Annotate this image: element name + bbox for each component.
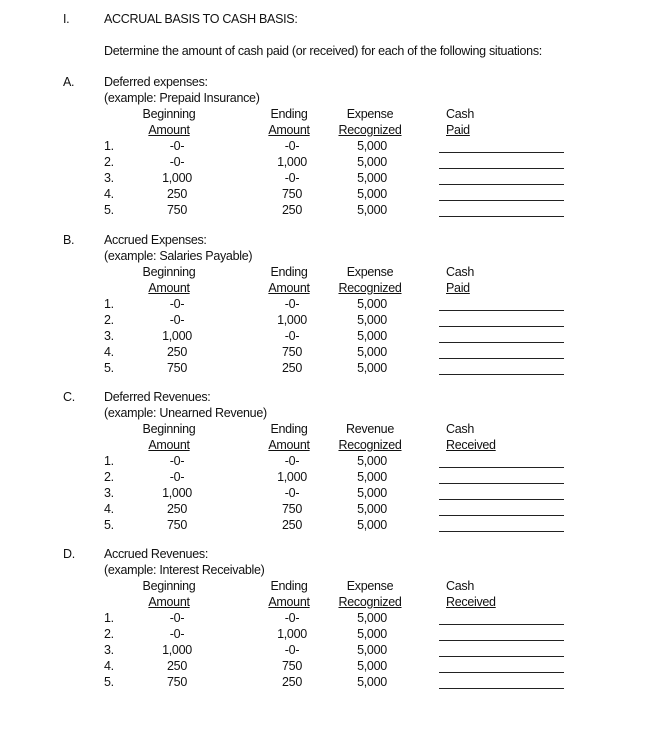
ending-amount: 750 (282, 502, 302, 516)
ending-amount: 1,000 (277, 470, 307, 484)
row-number: 5. (104, 361, 114, 375)
ending-amount: -0- (284, 454, 300, 468)
answer-blank[interactable] (439, 184, 564, 185)
col-header-recognized: Recognized (338, 281, 402, 295)
ending-amount: -0- (284, 611, 300, 625)
row-number: 3. (104, 643, 114, 657)
row-number: 2. (104, 627, 114, 641)
row-number: 1. (104, 139, 114, 153)
answer-blank[interactable] (439, 168, 564, 169)
beginning-amount: 250 (167, 659, 187, 673)
ending-amount: -0- (284, 329, 300, 343)
col-header-cash: Cash (446, 265, 474, 279)
ending-amount: 250 (282, 518, 302, 532)
recognized-amount: 5,000 (357, 329, 387, 343)
recognized-amount: 5,000 (357, 139, 387, 153)
ending-amount: -0- (284, 643, 300, 657)
col-header-cash-type: Received (446, 595, 496, 609)
col-header-amount: Amount (148, 123, 190, 137)
col-header-recognized: Recognized (338, 123, 402, 137)
recognized-amount: 5,000 (357, 203, 387, 217)
ending-amount: -0- (284, 139, 300, 153)
answer-blank[interactable] (439, 624, 564, 625)
section-title: Accrued Expenses: (104, 233, 207, 247)
recognized-amount: 5,000 (357, 470, 387, 484)
beginning-amount: -0- (169, 611, 185, 625)
recognized-amount: 5,000 (357, 297, 387, 311)
col-header-type: Expense (346, 265, 394, 279)
beginning-amount: -0- (169, 313, 185, 327)
row-number: 3. (104, 171, 114, 185)
col-header-cash-type: Received (446, 438, 496, 452)
beginning-amount: -0- (169, 155, 185, 169)
section-title: Deferred Revenues: (104, 390, 211, 404)
recognized-amount: 5,000 (357, 345, 387, 359)
beginning-amount: 1,000 (162, 643, 192, 657)
page-title: ACCRUAL BASIS TO CASH BASIS: (104, 12, 298, 26)
answer-blank[interactable] (439, 310, 564, 311)
recognized-amount: 5,000 (357, 361, 387, 375)
ending-amount: -0- (284, 486, 300, 500)
beginning-amount: 750 (167, 203, 187, 217)
col-header-amount: Amount (148, 595, 190, 609)
instructions: Determine the amount of cash paid (or received) for each of the following situations: (104, 44, 542, 58)
recognized-amount: 5,000 (357, 611, 387, 625)
answer-blank[interactable] (439, 656, 564, 657)
beginning-amount: -0- (169, 627, 185, 641)
beginning-amount: 750 (167, 675, 187, 689)
answer-blank[interactable] (439, 640, 564, 641)
ending-amount: 250 (282, 361, 302, 375)
beginning-amount: 1,000 (162, 329, 192, 343)
row-number: 5. (104, 675, 114, 689)
recognized-amount: 5,000 (357, 659, 387, 673)
recognized-amount: 5,000 (357, 675, 387, 689)
ending-amount: 750 (282, 659, 302, 673)
answer-blank[interactable] (439, 358, 564, 359)
col-header-amount: Amount (148, 438, 190, 452)
beginning-amount: -0- (169, 139, 185, 153)
col-header-recognized: Recognized (338, 595, 402, 609)
answer-blank[interactable] (439, 374, 564, 375)
col-header-amount: Amount (268, 595, 310, 609)
beginning-amount: 1,000 (162, 486, 192, 500)
ending-amount: 1,000 (277, 155, 307, 169)
answer-blank[interactable] (439, 499, 564, 500)
col-header-type: Expense (346, 579, 394, 593)
col-header-cash: Cash (446, 107, 474, 121)
answer-blank[interactable] (439, 200, 564, 201)
recognized-amount: 5,000 (357, 454, 387, 468)
beginning-amount: 1,000 (162, 171, 192, 185)
ending-amount: -0- (284, 297, 300, 311)
answer-blank[interactable] (439, 672, 564, 673)
beginning-amount: 250 (167, 187, 187, 201)
col-header-type: Expense (346, 107, 394, 121)
beginning-amount: 250 (167, 345, 187, 359)
col-header-amount: Amount (268, 438, 310, 452)
answer-blank[interactable] (439, 467, 564, 468)
recognized-amount: 5,000 (357, 313, 387, 327)
recognized-amount: 5,000 (357, 518, 387, 532)
ending-amount: 1,000 (277, 313, 307, 327)
col-header-type: Revenue (346, 422, 394, 436)
recognized-amount: 5,000 (357, 171, 387, 185)
col-header-cash: Cash (446, 422, 474, 436)
row-number: 2. (104, 155, 114, 169)
beginning-amount: 250 (167, 502, 187, 516)
col-header-amount: Amount (268, 281, 310, 295)
beginning-amount: 750 (167, 518, 187, 532)
ending-amount: 750 (282, 345, 302, 359)
row-number: 4. (104, 502, 114, 516)
row-number: 2. (104, 470, 114, 484)
section-title: Accrued Revenues: (104, 547, 208, 561)
beginning-amount: 750 (167, 361, 187, 375)
section-letter: A. (63, 75, 75, 89)
section-example: (example: Interest Receivable) (104, 563, 265, 577)
section-example: (example: Prepaid Insurance) (104, 91, 260, 105)
row-number: 5. (104, 518, 114, 532)
beginning-amount: -0- (169, 454, 185, 468)
row-number: 2. (104, 313, 114, 327)
answer-blank[interactable] (439, 483, 564, 484)
row-number: 5. (104, 203, 114, 217)
answer-blank[interactable] (439, 342, 564, 343)
col-header-beginning: Beginning (142, 107, 196, 121)
row-number: 1. (104, 454, 114, 468)
col-header-ending: Ending (270, 422, 308, 436)
col-header-ending: Ending (270, 579, 308, 593)
section-letter: C. (63, 390, 75, 404)
col-header-beginning: Beginning (142, 579, 196, 593)
ending-amount: 250 (282, 203, 302, 217)
recognized-amount: 5,000 (357, 155, 387, 169)
section-letter: D. (63, 547, 75, 561)
col-header-beginning: Beginning (142, 422, 196, 436)
row-number: 3. (104, 486, 114, 500)
col-header-recognized: Recognized (338, 438, 402, 452)
beginning-amount: -0- (169, 297, 185, 311)
roman-numeral: I. (63, 12, 70, 26)
ending-amount: 750 (282, 187, 302, 201)
row-number: 4. (104, 659, 114, 673)
row-number: 1. (104, 611, 114, 625)
section-example: (example: Unearned Revenue) (104, 406, 267, 420)
row-number: 1. (104, 297, 114, 311)
col-header-cash-type: Paid (446, 123, 470, 137)
recognized-amount: 5,000 (357, 486, 387, 500)
answer-blank[interactable] (439, 515, 564, 516)
recognized-amount: 5,000 (357, 643, 387, 657)
ending-amount: -0- (284, 171, 300, 185)
section-letter: B. (63, 233, 75, 247)
answer-blank[interactable] (439, 216, 564, 217)
col-header-ending: Ending (270, 107, 308, 121)
col-header-cash-type: Paid (446, 281, 470, 295)
row-number: 4. (104, 187, 114, 201)
col-header-amount: Amount (148, 281, 190, 295)
answer-blank[interactable] (439, 326, 564, 327)
beginning-amount: -0- (169, 470, 185, 484)
col-header-cash: Cash (446, 579, 474, 593)
recognized-amount: 5,000 (357, 627, 387, 641)
answer-blank[interactable] (439, 152, 564, 153)
ending-amount: 1,000 (277, 627, 307, 641)
ending-amount: 250 (282, 675, 302, 689)
answer-blank[interactable] (439, 531, 564, 532)
row-number: 4. (104, 345, 114, 359)
recognized-amount: 5,000 (357, 187, 387, 201)
col-header-amount: Amount (268, 123, 310, 137)
col-header-beginning: Beginning (142, 265, 196, 279)
col-header-ending: Ending (270, 265, 308, 279)
recognized-amount: 5,000 (357, 502, 387, 516)
section-example: (example: Salaries Payable) (104, 249, 253, 263)
row-number: 3. (104, 329, 114, 343)
section-title: Deferred expenses: (104, 75, 208, 89)
answer-blank[interactable] (439, 688, 564, 689)
